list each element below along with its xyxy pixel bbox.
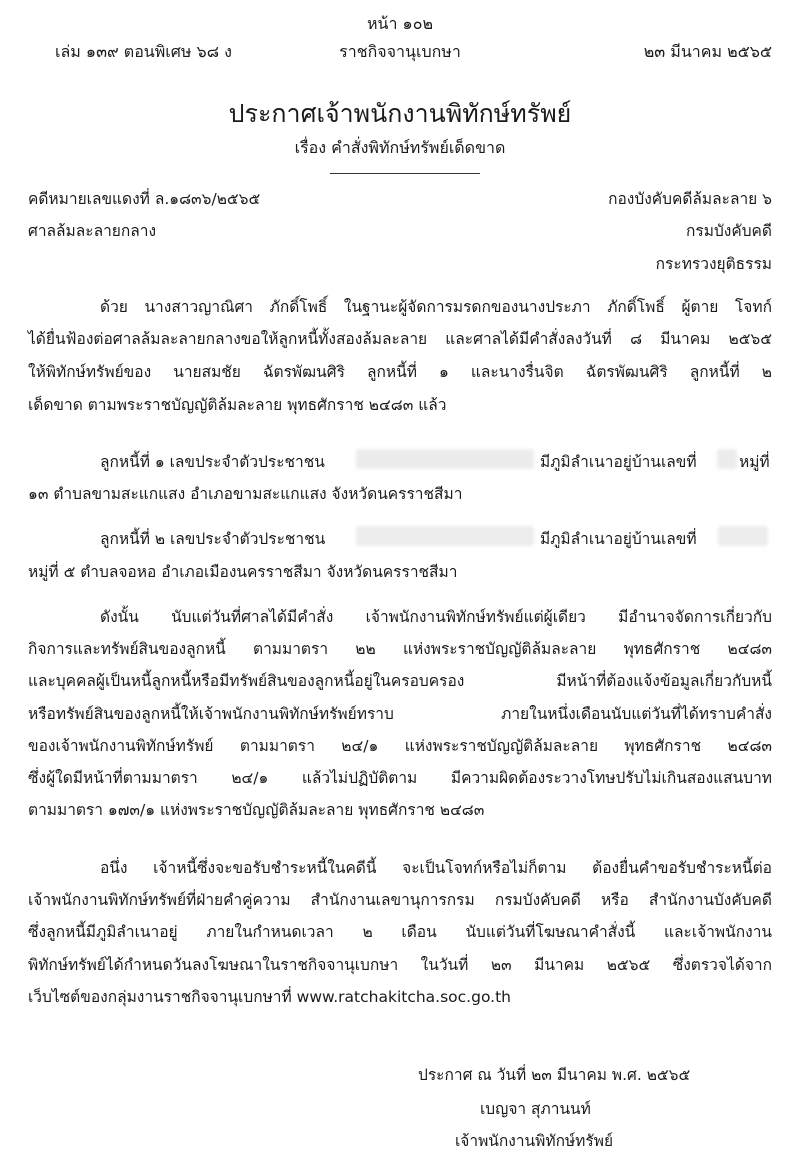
announcement-date: ประกาศ ณ วันที่ ๒๓ มีนาคม พ.ศ. ๒๕๖๕ xyxy=(418,1066,691,1084)
paragraph-3-line-2: เจ้าพนักงานพิทักษ์ทรัพย์ที่ฝ่ายคำคู่ความ สำนักงานเลขานุการกรม กรมบังคับคดี หรือ สำนักงานบังคับคดี xyxy=(28,891,772,909)
paragraph-1-line-2: ได้ยื่นฟ้องต่อศาลล้มละลายกลางขอให้ลูกหนี้ทั้งสองล้มละลาย และศาลได้มีคำสั่งลงวันที่ ๘ มีนาคม ๒๕๖๕ xyxy=(28,330,772,348)
gazette-volume: เล่ม ๑๓๙ ตอนพิเศษ ๖๘ ง xyxy=(55,42,232,61)
signatory-name: เบญจา สุภานนท์ xyxy=(480,1100,591,1118)
court-name: ศาลล้มละลายกลาง xyxy=(28,222,157,240)
paragraph-1-line-3: ให้พิทักษ์ทรัพย์ของ นายสมชัย ฉัตรพัฒนศิริ ลูกหนี้ที่ ๑ และนางรื่นจิต ฉัตรพัฒนศิริ ลูกหนี้ที่ ๒ xyxy=(28,363,772,381)
debtor-2-id-label: ลูกหนี้ที่ ๒ เลขประจำตัวประชาชน xyxy=(100,530,326,548)
announcement-title: ประกาศเจ้าพนักงานพิทักษ์ทรัพย์ xyxy=(228,99,572,128)
debtor-2-address: หมู่ที่ ๕ ตำบลจอหอ อำเภอเมืองนครราชสีมา จังหวัดนครราชสีมา xyxy=(28,563,458,581)
paragraph-2-line-1: ดังนั้น นับแต่วันที่ศาลได้มีคำสั่ง เจ้าพนักงานพิทักษ์ทรัพย์แต่ผู้เดียว มีอำนาจจัดการเกี่ยวกับ xyxy=(100,608,772,626)
debtor-1-address: ๑๓ ตำบลขามสะแกแสง อำเภอขามสะแกแสง จังหวัดนครราชสีมา xyxy=(28,485,463,503)
gazette-name: ราชกิจจานุเบกษา xyxy=(339,42,461,61)
paragraph-2-line-2: กิจการและทรัพย์สินของลูกหนี้ ตามมาตรา ๒๒ แห่งพระราชบัญญัติล้มละลาย พุทธศักราช ๒๔๘๓ xyxy=(28,640,772,658)
redacted-id-number xyxy=(356,526,534,546)
page-number: หน้า ๑๐๒ xyxy=(366,14,434,33)
redacted-house-number xyxy=(717,449,737,469)
redacted-id-number xyxy=(356,449,534,469)
paragraph-2-line-5: ของเจ้าพนักงานพิทักษ์ทรัพย์ ตามมาตรา ๒๔/๑ แห่งพระราชบัญญัติล้มละลาย พุทธศักราช ๒๔๘๓ xyxy=(28,737,772,755)
debtor-1-id-label: ลูกหนี้ที่ ๑ เลขประจำตัวประชาชน xyxy=(100,453,325,471)
case-number: คดีหมายเลขแดงที่ ล.๑๘๓๖/๒๕๖๕ xyxy=(28,190,261,208)
debtor-1-address-label: มีภูมิลำเนาอยู่บ้านเลขที่ xyxy=(540,453,697,471)
gazette-date: ๒๓ มีนาคม ๒๕๖๕ xyxy=(643,42,772,61)
paragraph-3-line-3: ซึ่งลูกหนี้มีภูมิลำเนาอยู่ ภายในกำหนดเวลา ๒ เดือน นับแต่วันที่โฆษณาคำสั่งนี้ และเจ้าพนักงาน xyxy=(28,923,772,941)
paragraph-2-line-3: และบุคคลผู้เป็นหนี้ลูกหนี้หรือมีทรัพย์สินของลูกหนี้อยู่ในครอบครอง มีหน้าที่ต้องแจ้งข้อมูลเกี่ยวกับหนี้ xyxy=(28,672,772,690)
debtor-1-moo-label: หมู่ที่ xyxy=(739,453,770,471)
ministry-name: กระทรวงยุติธรรม xyxy=(655,255,772,273)
title-divider xyxy=(330,173,480,174)
paragraph-1-line-1: ด้วย นางสาวญาณิศา ภักดิ์โพธิ์ ในฐานะผู้จัดการมรดกของนางประภา ภักดิ์โพธิ์ ผู้ตาย โจทก์ xyxy=(100,298,772,316)
announcement-subject: เรื่อง คำสั่งพิทักษ์ทรัพย์เด็ดขาด xyxy=(294,138,506,157)
paragraph-2-line-6: ซึ่งผู้ใดมีหน้าที่ตามมาตรา ๒๔/๑ แล้วไม่ปฏิบัติตาม มีความผิดต้องระวางโทษปรับไม่เกินสองแสนบาท xyxy=(28,769,772,787)
redacted-house-number xyxy=(718,526,768,546)
paragraph-3-line-4: พิทักษ์ทรัพย์ได้กำหนดวันลงโฆษณาในราชกิจจานุเบกษา ในวันที่ ๒๓ มีนาคม ๒๕๖๕ ซึ่งตรวจได้จาก xyxy=(28,956,772,974)
paragraph-2-line-7: ตามมาตรา ๑๗๓/๑ แห่งพระราชบัญญัติล้มละลาย พุทธศักราช ๒๔๘๓ xyxy=(28,801,485,819)
signatory-position: เจ้าพนักงานพิทักษ์ทรัพย์ xyxy=(455,1132,614,1150)
paragraph-1-line-4: เด็ดขาด ตามพระราชบัญญัติล้มละลาย พุทธศักราช ๒๔๘๓ แล้ว xyxy=(28,396,447,414)
office-name: กองบังคับคดีล้มละลาย ๖ xyxy=(608,190,772,208)
paragraph-3-line-1: อนึ่ง เจ้าหนี้ซึ่งจะขอรับชำระหนี้ในคดีนี้ จะเป็นโจทก์หรือไม่ก็ตาม ต้องยื่นคำขอรับชำระหนี้ต่อ xyxy=(100,859,772,877)
paragraph-3-line-5: เว็บไซต์ของกลุ่มงานราชกิจจานุเบกษาที่ www.ratchakitcha.soc.go.th xyxy=(28,988,511,1006)
paragraph-2-line-4: หรือทรัพย์สินของลูกหนี้ให้เจ้าพนักงานพิทักษ์ทรัพย์ทราบ ภายในหนึ่งเดือนนับแต่วันที่ได้ทราบคำสั่ง xyxy=(28,705,772,723)
department-name: กรมบังคับคดี xyxy=(686,222,772,240)
debtor-2-address-label: มีภูมิลำเนาอยู่บ้านเลขที่ xyxy=(540,530,697,548)
